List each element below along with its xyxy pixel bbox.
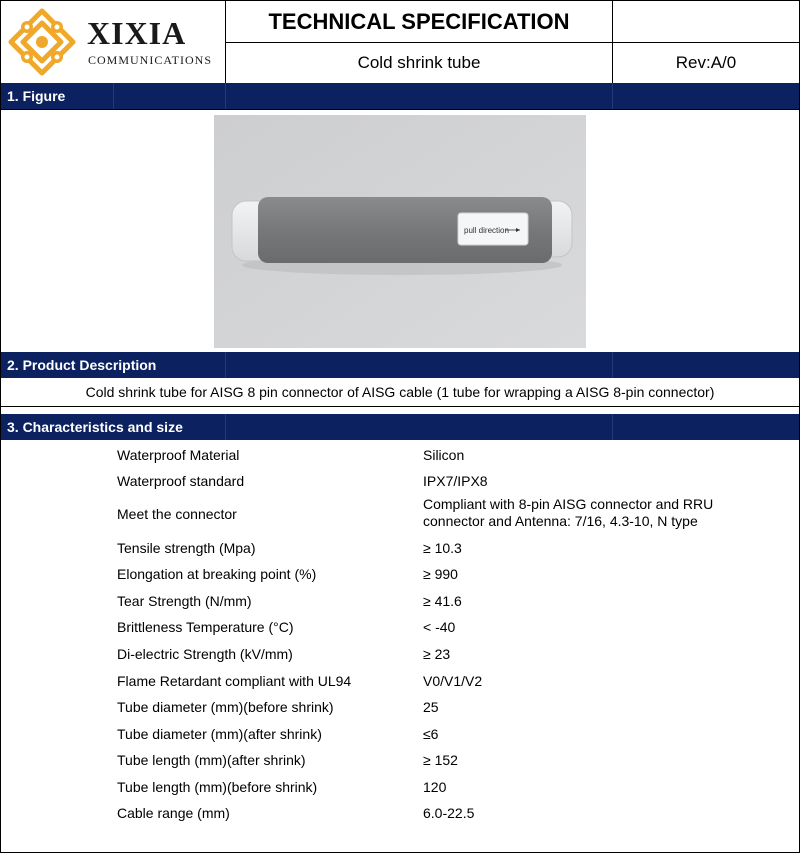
section-description-header [1,352,799,378]
header [1,1,799,83]
product-description: Cold shrink tube for AISG 8 pin connector of AISG cable (1 tube for wrapping a AISG 8-pin connector) [1,378,799,407]
brand-name: XIXIA [87,15,187,51]
spec-key: Waterproof standard [117,473,245,489]
spec-key: Tear Strength (N/mm) [117,593,252,609]
spec-key: Meet the connector [117,506,237,522]
spec-value: 25 [423,699,439,715]
section-characteristics-header [1,414,799,440]
spec-key: Flame Retardant compliant with UL94 [117,673,352,689]
section-figure-header [1,83,799,109]
spec-value: ≥ 10.3 [423,540,462,556]
spec-value: ≥ 990 [423,566,458,582]
spec-value: 6.0-22.5 [423,805,475,821]
spec-value: ≥ 152 [423,752,458,768]
product-photo [214,115,586,348]
document-title: TECHNICAL SPECIFICATION [226,1,613,43]
figure-area [1,109,799,354]
product-name: Cold shrink tube [226,43,613,83]
spec-value: ≥ 23 [423,646,451,662]
spec-value: ≤6 [423,726,439,742]
spec-key: Brittleness Temperature (°C) [117,619,294,635]
spec-key: Tensile strength (Mpa) [117,540,256,556]
spec-value: V0/V1/V2 [423,673,483,689]
section-figure-title: 1. Figure [7,88,66,104]
spec-value: Silicon [423,447,465,463]
spec-value: 120 [423,779,447,795]
logo-cell [1,1,226,83]
section-characteristics-title: 3. Characteristics and size [7,419,183,435]
spec-key: Tube diameter (mm)(before shrink) [117,699,334,715]
section-description-title: 2. Product Description [7,357,157,373]
spec-value: ≥ 41.6 [423,593,462,609]
title-blank-cell [613,1,799,43]
spec-key: Cable range (mm) [117,805,230,821]
spec-value: Compliant with 8-pin AISG connector and RRU connector and Antenna: 7/16, 4.3-10, N type [423,496,714,529]
spec-key: Waterproof Material [117,447,240,463]
spec-key: Tube length (mm)(before shrink) [117,779,318,795]
spec-key: Di-electric Strength (kV/mm) [117,646,293,662]
spec-value: IPX7/IPX8 [423,473,488,489]
spec-value: < -40 [423,619,456,635]
brand-subtitle: COMMUNICATIONS [88,53,213,67]
xixia-logo-icon [7,7,77,77]
spec-key: Tube diameter (mm)(after shrink) [117,726,322,742]
spec-key: Elongation at breaking point (%) [117,566,317,582]
pull-direction-label: pull direction [464,226,509,235]
revision-label: Rev:A/0 [675,53,737,72]
spec-key: Tube length (mm)(after shrink) [117,752,306,768]
